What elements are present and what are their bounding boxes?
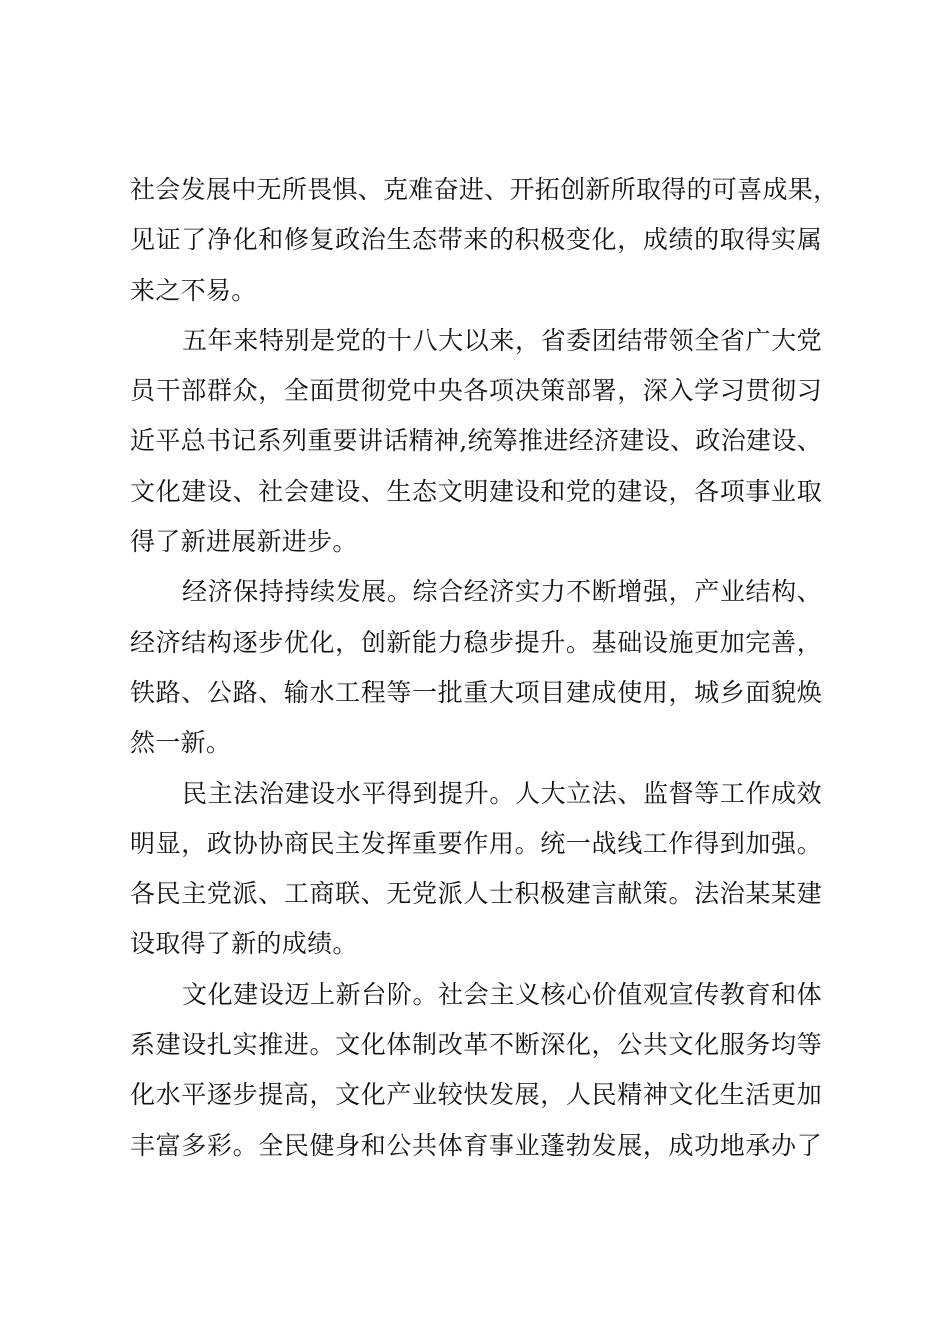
text-line: 见证了净化和修复政治生态带来的积极变化，成绩的取得实属 <box>130 225 822 255</box>
text-line: 设取得了新的成绩。 <box>130 929 358 959</box>
text-line: 社会发展中无所畏惧、克难奋进、开拓创新所取得的可喜成果， <box>130 175 839 204</box>
text-line: 来之不易。 <box>130 275 257 305</box>
text-line: 明显，政协协商民主发挥重要作用。统一战线工作得到加强。 <box>130 828 822 858</box>
text-line: 系建设扎实推进。文化体制改革不断深化，公共文化服务均等 <box>130 1030 822 1060</box>
text-line: 化水平逐步提高，文化产业较快发展，人民精神文化生活更加 <box>130 1080 822 1110</box>
text-line: 近平总书记系列重要讲话精神,统筹推进经济建设、政治建设、 <box>130 426 822 456</box>
paragraph <box>130 165 839 316</box>
paragraph <box>130 567 822 768</box>
text-line: 各民主党派、工商联、无党派人士积极建言献策。法治某某建 <box>130 879 822 909</box>
paragraph <box>130 316 822 567</box>
text-line: 文化建设迈上新台阶。社会主义核心价值观宣传教育和体 <box>182 979 822 1009</box>
text-line: 员干部群众，全面贯彻党中央各项决策部署，深入学习贯彻习 <box>130 376 822 406</box>
text-line: 五年来特别是党的十八大以来，省委团结带领全省广大党 <box>182 325 822 355</box>
document-body <box>130 165 839 1171</box>
text-line: 民主法治建设水平得到提升。人大立法、监督等工作成效 <box>182 778 822 808</box>
text-line: 经济保持持续发展。综合经济实力不断增强，产业结构、 <box>182 577 822 607</box>
paragraph <box>130 769 822 970</box>
text-line: 铁路、公路、输水工程等一批重大项目建成使用，城乡面貌焕 <box>130 677 822 707</box>
text-line: 丰富多彩。全民健身和公共体育事业蓬勃发展，成功地承办了 <box>130 1130 822 1160</box>
text-line: 经济结构逐步优化，创新能力稳步提升。基础设施更加完善， <box>130 627 822 657</box>
text-line: 然一新。 <box>130 728 232 758</box>
text-line: 文化建设、社会建设、生态文明建设和党的建设，各项事业取 <box>130 476 822 506</box>
text-line: 得了新进展新进步。 <box>130 527 358 557</box>
paragraph <box>130 970 822 1171</box>
